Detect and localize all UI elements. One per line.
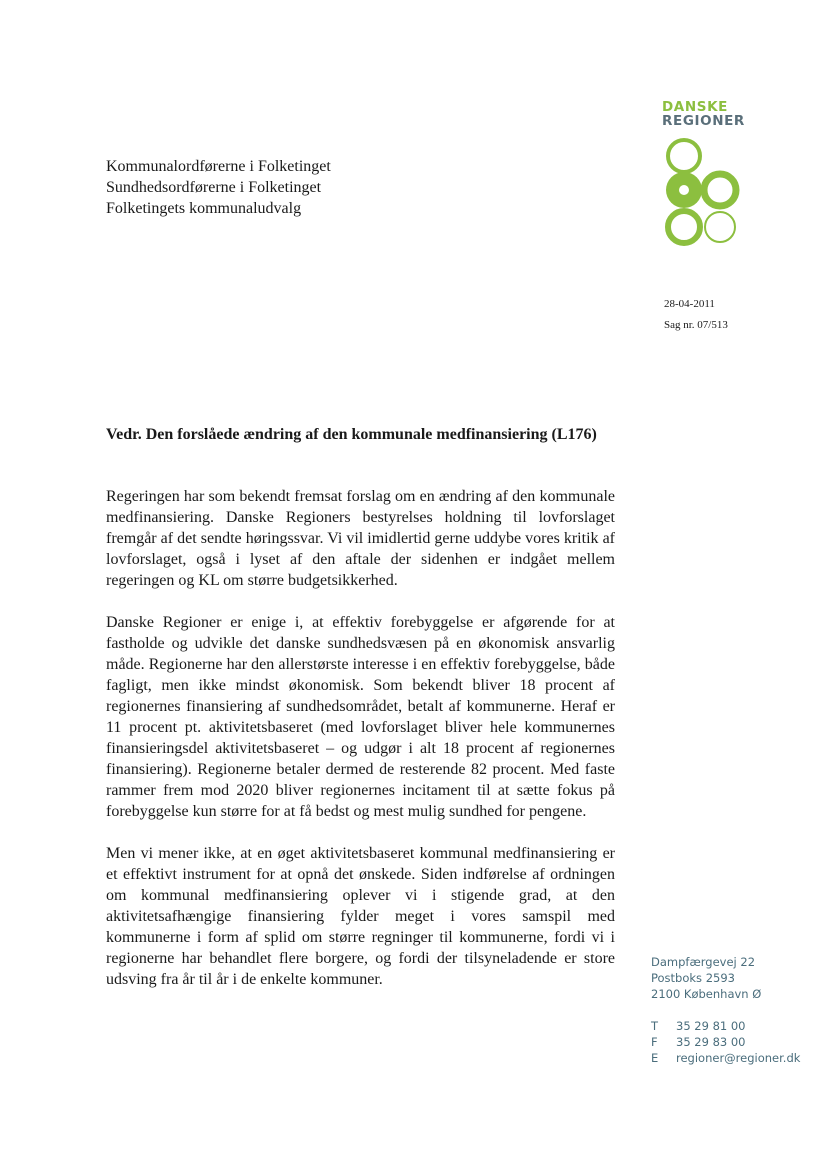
address-street: Dampfærgevej 22 — [651, 955, 756, 969]
letter-date: 28-04-2011 — [664, 298, 715, 310]
contact-phone — [651, 1018, 800, 1034]
letter-subject: Vedr. Den forslåede ændring af den kommunale medfinansiering (L176) — [106, 426, 597, 443]
body-paragraph: Regeringen har som bekendt fremsat forslag om en ændring af den kommunale medfinansiering. Danske Regioners bestyrelses holdning til lovforslaget fremgår af det sendte høringssvar. Vi vil imidlertid gerne uddybe vores kritik af lovforslaget, også i lyset af den aftale der sidenhen er indgået mellem regeringen og KL om større budgetsikkerhed. — [106, 488, 615, 589]
address-box: Postboks 2593 — [651, 971, 735, 985]
contact-key: F — [651, 1035, 658, 1049]
contact-value: 35 29 81 00 — [676, 1019, 746, 1033]
recipient-list — [106, 156, 331, 219]
body-paragraph: Men vi mener ikke, at en øget aktivitetsbaseret kommunal medfinansiering er et effektivt instrument for at opnå det ønskede. Siden indførelse af ordningen om kommunal medfinansiering oplever vi i stigende grad, at den aktivitetsafhængige finansiering fylder meget i vores samspil med kommunerne i form af splid om større regninger til kommunerne, fordi vi i regionerne har behandlet flere borgere, og fordi der tilsyneladende er store udsving fra år til år i de enkelte kommuner. — [106, 845, 615, 988]
logo-circles-icon — [662, 134, 742, 246]
recipient-line: Folketingets kommunaludvalg — [106, 200, 302, 217]
recipient-line: Sundhedsordførerne i Folketinget — [106, 179, 322, 196]
sender-address — [651, 954, 800, 1066]
contact-key: T — [651, 1019, 659, 1033]
contact-fax — [651, 1034, 800, 1050]
body-paragraph: Danske Regioner er enige i, at effektiv forebyggelse er afgørende for at fastholde og udvikle det danske sundhedsvæsen på en økonomisk ansvarlig måde. Regionerne har den allerstørste interesse i en effektiv forebyggelse, både fagligt, men ikke mindst økonomisk. Som bekendt bliver 18 procent af regionernes finansiering af sundhedsområdet, betalt af kommunerne. Heraf er 11 procent pt. aktivitetsbaseret (med lovforslaget bliver hele kommunernes finansieringsdel aktivitetsbaseret – og udgør i alt 18 procent af regionernes finansiering). Regionerne betaler dermed de resterende 82 procent. Med faste rammer frem mod 2020 bliver regionernes incitament til at sætte fokus på forebyggelse kun større for at få bedst og mest mulig sundhed for pengene. — [106, 614, 615, 820]
danske-regioner-logo — [662, 99, 745, 129]
logo-text-regioner: REGIONER — [662, 113, 745, 129]
recipient-line: Kommunalordførerne i Folketinget — [106, 158, 331, 175]
case-number: Sag nr. 07/513 — [664, 319, 728, 331]
contact-email — [651, 1050, 800, 1066]
contact-email-value[interactable]: regioner@regioner.dk — [676, 1051, 801, 1065]
contact-key: E — [651, 1051, 659, 1065]
contact-value: 35 29 83 00 — [676, 1035, 746, 1049]
logo-text-danske: DANSKE — [662, 99, 728, 115]
letter-meta — [664, 294, 728, 336]
letter-body — [106, 486, 615, 1011]
address-city: 2100 København Ø — [651, 987, 762, 1001]
